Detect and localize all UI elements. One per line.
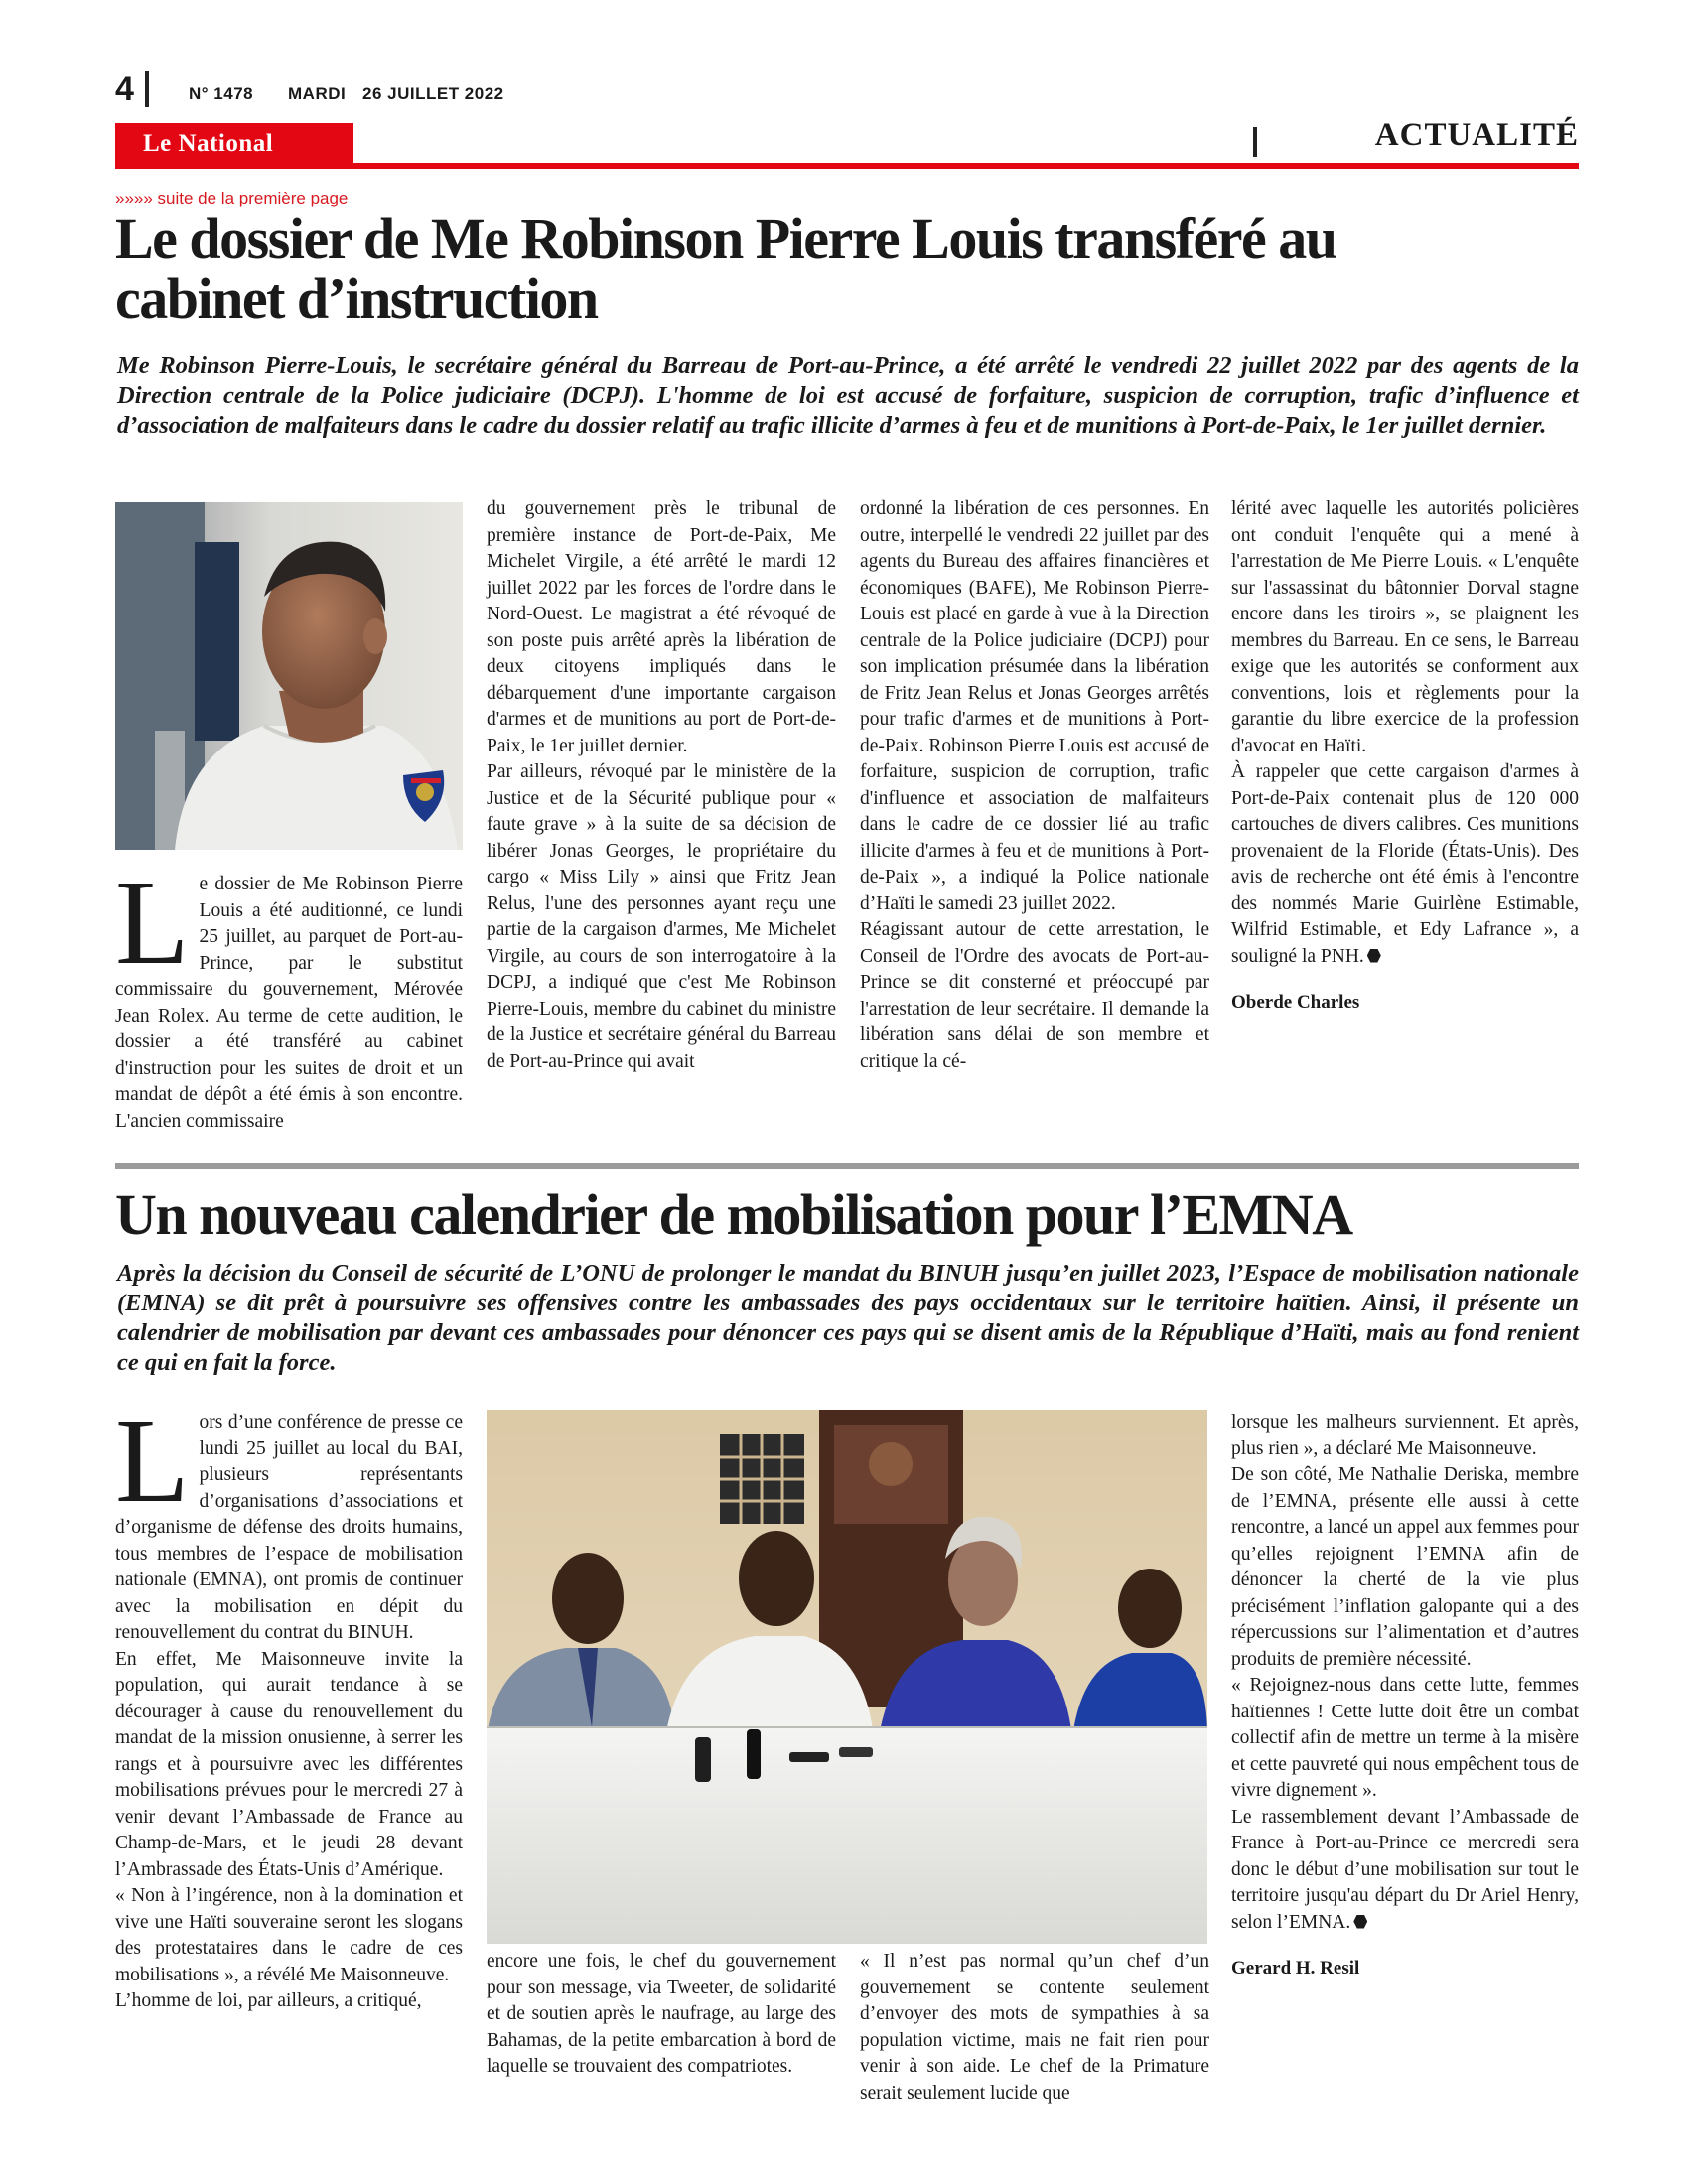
article2-col1-paragraph-2: En effet, Me Maisonneuve invite la population, qui aurait tendance à se décourager à cause du renouvellement du mandat de la mission onusienne, à serrer les rangs et à poursuivre avec les différentes mobilisations prévues pour le mercredi 27 à venir devant l’Ambassade de France au Champ-de-Mars, et le jeudi 28 devant l’Ambrassade des États-Unis d’Amérique.: [115, 1648, 463, 1880]
article2-col1-paragraph-1: ors d’une conférence de presse ce lundi 25 juillet au local du BAI, plusieurs représentants d’organisations d’associations et d’organisme de défense des droits humains, tous membres de l’espace de mobilisation nationale (EMNA), ont promis de continuer avec la mobilisation en dépit du renouvellement du contrat du BINUH.: [115, 1412, 463, 1643]
article1-col2-paragraph-1: du gouvernement près le tribunal de première instance de Port-de-Paix, Me Michelet Virgile, a été arrêté le mardi 12 juillet 2022 par les forces de l'ordre dans le Nord-Ouest. Le magistrat a été révoqué de son poste puis arrêté après la libération de deux citoyens impliqués dans le débarquement d'une importante cargaison d'armes et de munitions au port de Port-de-Paix, le 1er juillet dernier.: [487, 498, 836, 756]
issue-day: MARDI: [288, 84, 347, 103]
article1-column-3: [860, 496, 1209, 1075]
article2-headline: Un nouveau calendrier de mobilisation pour l’EMNA: [115, 1182, 1352, 1247]
article2-column-4: [1231, 1410, 1579, 1982]
article1-col4-paragraph-2: À rappeler que cette cargaison d'armes à Port-de-Paix contenait plus de 120 000 cartouches de divers calibres. Ces munitions provenaient de la Floride (États-Unis). Des avis de recherche ont été émis à l'encontre des nommés Marie Guirlène Estimable, Wilfrid Estimable, et Edy Lafrance », a souligné la PNH.: [1231, 761, 1579, 967]
article2-col4-paragraph-4: Le rassemblement devant l’Ambassade de France à Port-au-Prince ce mercredi sera donc le début d’une mobilisation sur tout le territoire jusqu'au départ du Dr Ariel Henry, selon l’EMNA.: [1231, 1806, 1579, 1933]
article1-col4-paragraph-1: lérité avec laquelle les autorités policières ont conduit l'enquête qui a mené à l'arrestation de Me Pierre Louis. « L'enquête sur l'assassinat du bâtonnier Dorval stagne encore dans les tiroirs », se plaignent les membres du Barreau. En ce sens, le Barreau exige que les autorités se conforment aux conventions, lois et règlements pour la garantie du libre exercice de la profession d'avocat en Haïti.: [1231, 498, 1579, 756]
portrait-image: [115, 502, 463, 850]
header-rule: [115, 163, 1579, 169]
article2-column-3: [860, 1949, 1209, 2107]
article1-column-2: [487, 496, 836, 1075]
section-title: ACTUALITÉ: [1374, 117, 1579, 153]
article1-col3-paragraph-2: Réagissant autour de cette arrestation, le Conseil de l'Ordre des avocats de Port-au-Prince se dit consterné et préoccupé par l'arrestation de leur secrétaire. Il demande la libération sans délai de son membre et critique la cé-: [860, 919, 1209, 1072]
end-of-article-mark: [1353, 1915, 1367, 1929]
end-of-article-mark: [1367, 949, 1381, 963]
article1-headline-line2: cabinet d’instruction: [115, 266, 598, 331]
article2-col3-text: « Il n’est pas normal qu’un chef d’un gouvernement se contente seulement d’envoyer des mots de sympathies à sa population victime, mais ne fait rien pour venir à son aide. Le chef de la Primature serait seulement lucide que: [860, 1951, 1209, 2104]
article1-column-4: [1231, 496, 1579, 1017]
article2-column-1: [115, 1394, 463, 2015]
section-divider: [1253, 127, 1257, 157]
article2-col2-text: encore une fois, le chef du gouvernement pour son message, via Tweeter, de solidarité et de soutien après le naufrage, au large des Bahamas, de la petite embarcation à bord de laquelle se trouvaient des compatriotes.: [487, 1951, 836, 2077]
article2-col1-paragraph-4: L’homme de loi, par ailleurs, a critiqué,: [115, 1990, 422, 2011]
article2-photo: [487, 1410, 1207, 1944]
article2-lede: Après la décision du Conseil de sécurité de L’ONU de prolonger le mandat du BINUH jusqu’en juillet 2023, l’Espace de mobilisation nationale (EMNA) se dit prêt à poursuivre ses offensives contre les ambassades des pays occidentaux sur le territoire haïtien. Ainsi, il présente un calendrier de mobilisation par devant ces ambassades pour dénoncer ces pays qui se disent amis de la République d’Haïti, mais au fond renient ce qui en fait la force.: [117, 1260, 1579, 1376]
article1-col3-paragraph-1: ordonné la libération de ces personnes. En outre, interpellé le vendredi 22 juillet par des agents du Bureau des affaires financières et économiques (BAFE), Me Robinson Pierre-Louis est placé en garde à vue à la Direction centrale de la Police judiciaire (DCPJ) pour son implication présumée dans la libération de Fritz Jean Relus et Jonas Georges arrêtés pour trafic d'armes et de munitions à Port-de-Paix. Robinson Pierre Louis est accusé de forfaiture, suspicion de corruption, trafic d'influence et association de malfaiteurs dans le cadre de ce dossier lié au trafic illicite d'armes à feu et de munitions à Port-de-Paix », a indiqué la Police nationale d’Haïti le samedi 23 juillet 2022.: [860, 498, 1209, 914]
article1-dropcap: L: [115, 856, 190, 990]
article1-column-1: [115, 856, 463, 1135]
page-number-divider: [145, 71, 149, 107]
continuation-kicker: »»»» suite de la première page: [115, 189, 349, 207]
article2-col4-paragraph-1: lorsque les malheurs surviennent. Et après, plus rien », a déclaré Me Maisonneuve.: [1231, 1412, 1579, 1459]
article2-col1-paragraph-3: « Non à l’ingérence, non à la domination et vive une Haïti souveraine seront les slogans des protestataires dans le cadre de ces mobilisations », a révélé Me Maisonneuve.: [115, 1885, 463, 1985]
article1-headline-line1: Le dossier de Me Robinson Pierre Louis transféré au: [115, 206, 1336, 271]
article2-dropcap: L: [115, 1394, 190, 1528]
issue-number: N° 1478: [189, 84, 254, 103]
article2-col4-paragraph-3: « Rejoignez-nous dans cette lutte, femmes haïtiennes ! Cette lutte doit être un combat collectif afin de mettre un terme à la misère et cette pauvreté qui nous empêchent tous de vivre dignement ».: [1231, 1675, 1579, 1801]
article1-photo: [115, 502, 463, 850]
article1-col2-paragraph-2: Par ailleurs, révoqué par le ministère de la Justice et de la Sécurité publique pour « faute grave » à la suite de sa décision de libérer Jonas Georges, le propriétaire du cargo « Miss Lily » ainsi que Fritz Jean Relus, l'une des personnes ayant reçu une partie de la cargaison d'armes, Me Michelet Virgile, au cours de son interrogatoire à la DCPJ, a indiqué que c'est Me Robinson Pierre-Louis, membre du cabinet du ministre de la Justice et secrétaire général du Barreau de Port-au-Prince qui avait: [487, 761, 836, 1072]
page-number: 4: [115, 70, 134, 108]
article1-lede: Me Robinson Pierre-Louis, le secrétaire général du Barreau de Port-au-Prince, a été arrêté le vendredi 22 juillet 2022 par des agents de la Direction centrale de la Police judiciaire (DCPJ). L'homme de loi est accusé de forfaiture, suspicion de corruption, trafic d’influence et d’association de malfaiteurs dans le cadre du dossier relatif au trafic illicite d’armes à feu et de munitions à Port-de-Paix, le 1er juillet dernier.: [117, 352, 1579, 439]
article2-byline: Gerard H. Resil: [1231, 1958, 1360, 1979]
issue-date: 26 JUILLET 2022: [362, 84, 504, 103]
article-separator: [115, 1163, 1579, 1169]
article2-col4-paragraph-2: De son côté, Me Nathalie Deriska, membre de l’EMNA, présente elle aussi à cette rencontre, a lancé un appel aux femmes pour qu’elles rejoignent l’EMNA afin de dénoncer la cherté de la vie plus précisément l’inflation galopante qui a des répercussions sur l’alimentation et d’autres produits de première nécessité.: [1231, 1464, 1579, 1670]
article2-column-2: [487, 1949, 836, 2081]
brand-logo: Le National: [143, 130, 274, 157]
article1-col1-text: e dossier de Me Robinson Pierre Louis a été auditionné, ce lundi 25 juillet, au parquet de Port-au-Prince, par le substitut commissaire du gouvernement, Mérovée Jean Rolex. Au terme de cette audition, le dossier a été transféré au cabinet d'instruction pour les suites de droit et un mandat de dépôt a été émis à son encontre. L'ancien commissaire: [115, 874, 463, 1132]
press-conference-image: [487, 1410, 1207, 1944]
article1-byline: Oberde Charles: [1231, 992, 1360, 1013]
article1-headline: [115, 206, 1585, 331]
